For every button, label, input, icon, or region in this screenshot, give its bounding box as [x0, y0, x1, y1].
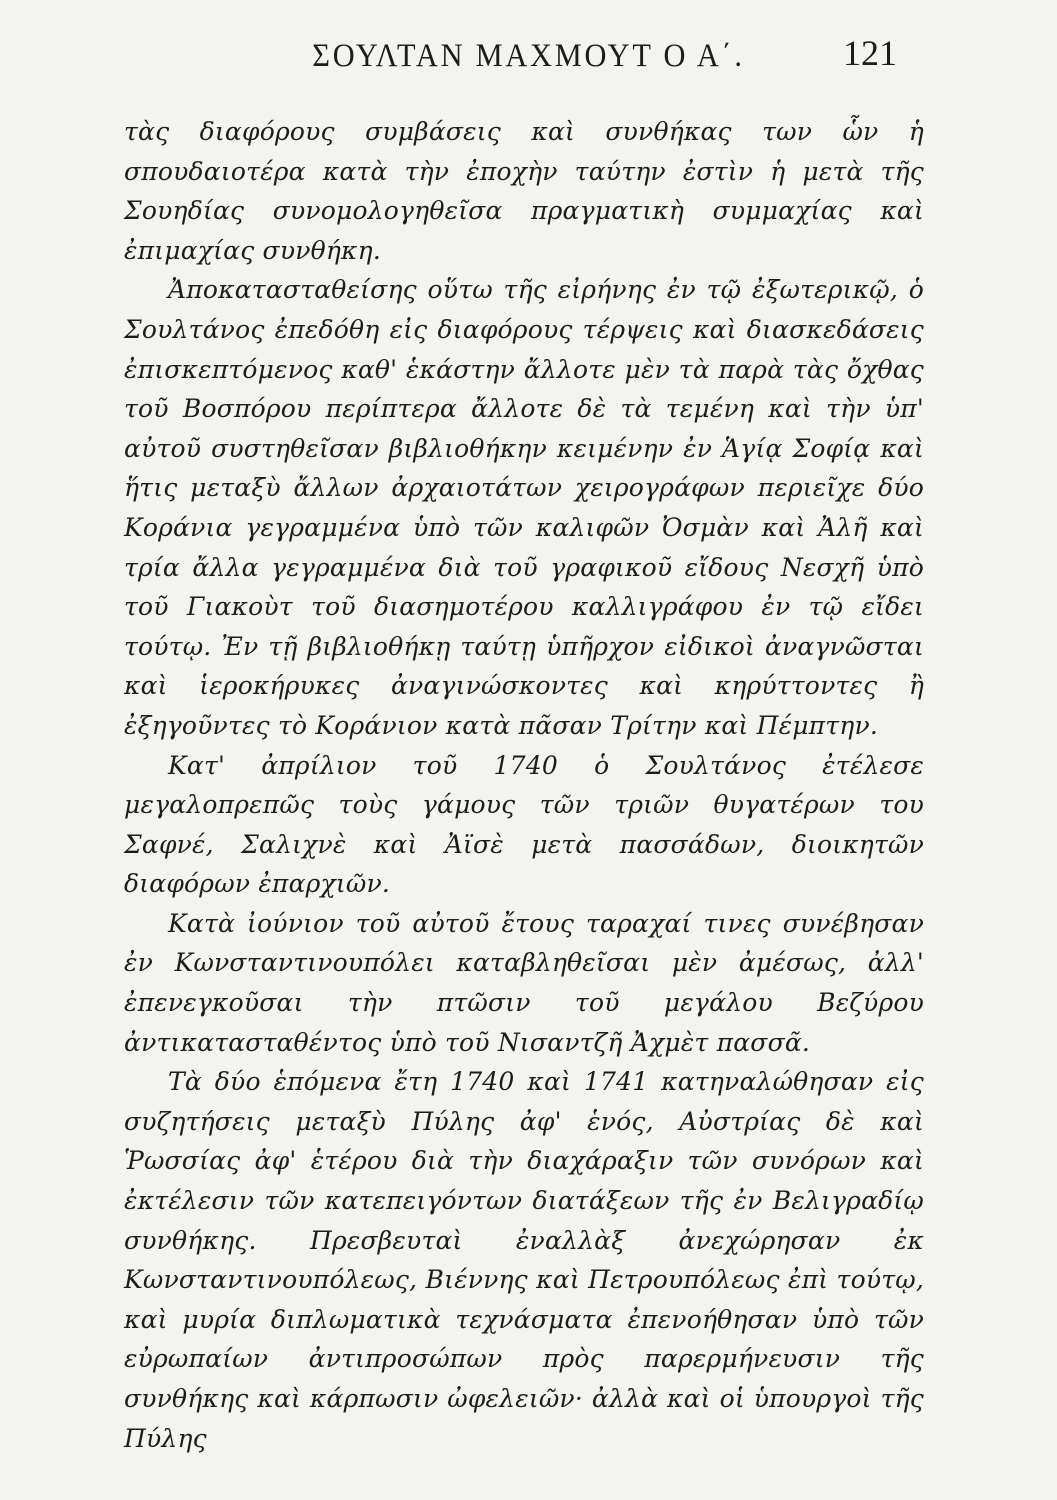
- paragraph: Κατὰ ἰούνιον τοῦ αὐτοῦ ἔτους ταραχαί τινες συνέβησαν ἐν Κωνσταντινουπόλει καταβληθεῖσαι μὲν ἀμέσως, ἀλλ' ἐπενεγκοῦσαι τὴν πτῶσιν τοῦ μεγάλου Βεζύρου ἀντικατασταθέντος ὑπὸ τοῦ Νισαντζῆ Ἀχμὲτ πασσᾶ.: [124, 908, 924, 1057]
- page-number: 121: [843, 33, 897, 73]
- running-head: ΣΟΥΛΤΑΝ ΜΑΧΜΟΥΤ Ο Α΄.: [312, 38, 745, 74]
- page-header: [0, 32, 1057, 82]
- paragraph-continued: τὰς διαφόρους συμβάσεις καὶ συνθήκας των ὧν ἡ σπουδαιοτέρα κατὰ τὴν ἐποχὴν ταύτην ἐστὶν ἡ μετὰ τῆς Σουηδίας συνομολογηθεῖσα πραγματικὴ συμμαχίας καὶ ἐπιμαχίας συνθήκη.: [124, 117, 924, 265]
- paragraph: Κατ' ἀπρίλιον τοῦ 1740 ὁ Σουλτάνος ἐτέλεσε μεγαλοπρεπῶς τοὺς γάμους τῶν τριῶν θυγατέρων του Σαφνέ, Σαλιχνὲ καὶ Ἀϊσὲ μετὰ πασσάδων, διοικητῶν διαφόρων ἐπαρχιῶν.: [124, 750, 924, 899]
- paragraph: Ἀποκατασταθείσης οὕτω τῆς εἰρήνης ἐν τῷ ἐξωτερικῷ, ὁ Σουλτάνος ἐπεδόθη εἰς διαφόρους τέρψεις καὶ διασκεδάσεις ἐπισκεπτόμενος καθ' ἑκάστην ἄλλοτε μὲν τὰ παρὰ τὰς ὄχθας τοῦ Βοσπόρου περίπτερα ἄλλοτε δὲ τὰ τεμένη καὶ τὴν ὑπ' αὐτοῦ συστηθεῖσαν βιβλιοθήκην κειμένην ἐν Ἁγίᾳ Σοφίᾳ καὶ ἥτις μεταξὺ ἄλλων ἀρχαιοτάτων χειρογράφων περιεῖχε δύο Κοράνια γεγραμμένα ὑπὸ τῶν καλιφῶν Ὀσμὰν καὶ Ἀλῆ καὶ τρία ἄλλα γεγραμμένα διὰ τοῦ γραφικοῦ εἴδους Νεσχῆ ὑπὸ τοῦ Γιακοὺτ τοῦ διασημοτέρου καλλιγράφου ἐν τῷ εἴδει τούτῳ. Ἐν τῇ βιβλιοθήκῃ ταύτῃ ὑπῆρχον εἰδικοὶ ἀναγνῶσται καὶ ἱεροκήρυκες ἀναγινώσκοντες καὶ κηρύττοντες ἢ ἐξηγοῦντες τὸ Κοράνιον κατὰ πᾶσαν Τρίτην καὶ Πέμπτην.: [124, 275, 924, 740]
- paragraph: Τὰ δύο ἑπόμενα ἔτη 1740 καὶ 1741 κατηναλώθησαν εἰς συζητήσεις μεταξὺ Πύλης ἀφ' ἑνός, Αὐστρίας δὲ καὶ Ῥωσσίας ἀφ' ἑτέρου διὰ τὴν διαχάραξιν τῶν συνόρων καὶ ἐκτέλεσιν τῶν κατεπειγόντων διατάξεων τῆς ἐν Βελιγραδίῳ συνθήκης. Πρεσβευταὶ ἐναλλὰξ ἀνεχώρησαν ἐκ Κωνσταντινουπόλεως, Βιέννης καὶ Πετρουπόλεως ἐπὶ τούτῳ, καὶ μυρία διπλωματικὰ τεχνάσματα ἐπενοήθησαν ὑπὸ τῶν εὐρωπαίων ἀντιπροσώπων πρὸς παρερμήνευσιν τῆς συνθήκης καὶ κάρπωσιν ὠφελειῶν· ἀλλὰ καὶ οἱ ὑπουργοὶ τῆς Πύλης: [124, 1067, 924, 1453]
- body-text: [124, 112, 924, 1458]
